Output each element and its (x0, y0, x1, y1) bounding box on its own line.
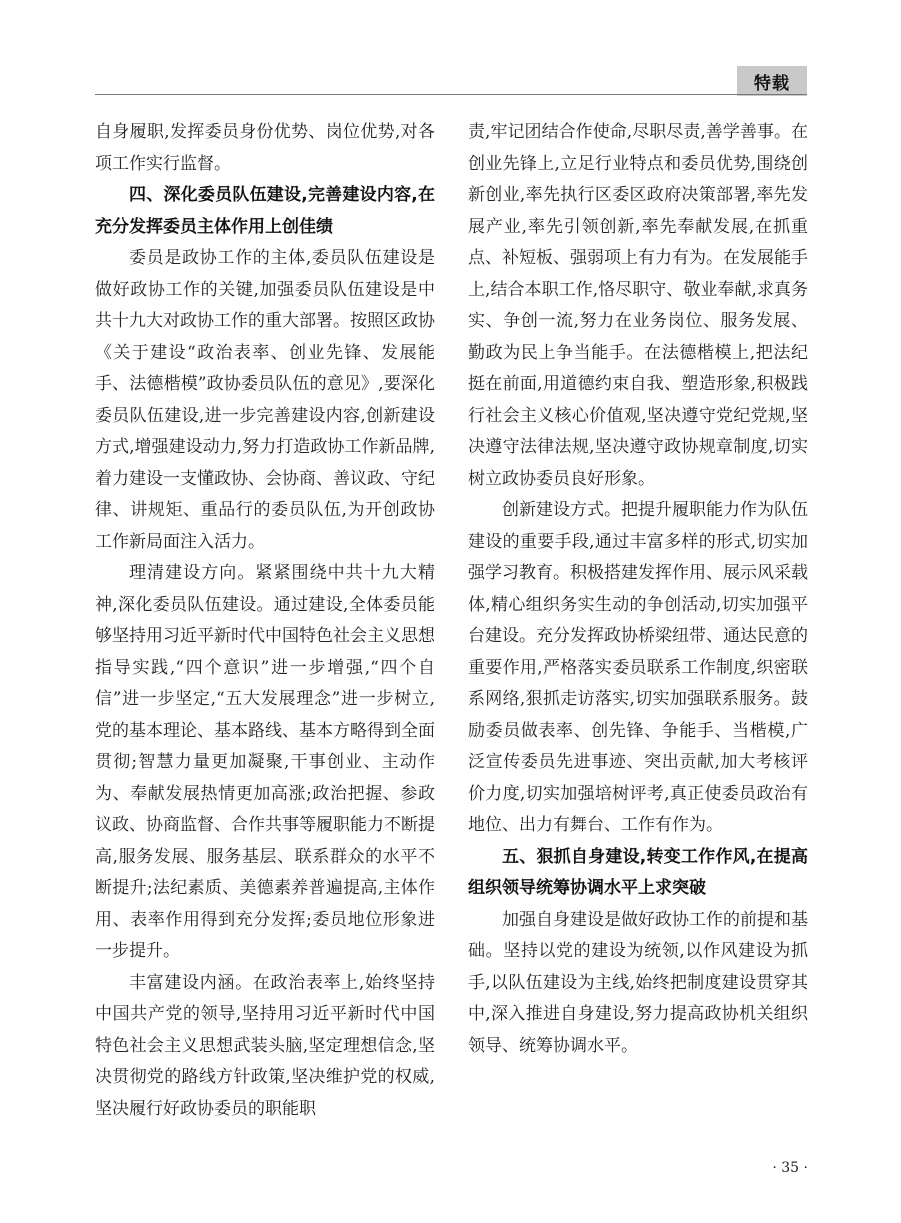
section-tag: 特载 (737, 66, 807, 96)
section-heading-four: 四、深化委员队伍建设,完善建设内容,在充分发挥委员主体作用上创佳绩 (95, 185, 435, 237)
paragraph: 理清建设方向。紧紧围绕中共十九大精神,深化委员队伍建设。通过建设,全体委员能够坚持用习近平新时代中国特色社会主义思想指导实践,“四个意识”进一步增强,“四个自信”进一步坚定,“五大发展理念”进一步树立,党的基本理论、基本路线、基本方略得到全面贯彻;智慧力量更加凝聚,干事创业、主动作为、奉献发展热情更加高涨;政治把握、参政议政、协商监督、合作共事等履职能力不断提高,服务发展、服务基层、联系群众的水平不断提升;法纪素质、美德素养普遍提高,主体作用、表率作用得到充分发挥;委员地位形象进一步提升。 (95, 563, 435, 961)
header-rule (95, 94, 807, 95)
paragraph: 丰富建设内涵。在政治表率上,始终坚持中国共产党的领导,坚持用习近平新时代中国特色社会主义思想武装头脑,坚定理想信念,坚决贯彻党的路线方针政策,坚决维护党的权威,坚决履行好政协委员的职能职 (95, 972, 435, 1119)
paragraph-continuation: 自身履职,发挥委员身份优势、岗位优势,对各项工作实行监督。 (95, 122, 435, 174)
paragraph: 加强自身建设是做好政协工作的前提和基础。坚持以党的建设为统领,以作风建设为抓手,以队伍建设为主线,始终把制度建设贯穿其中,深入推进自身建设,努力提高政协机关组织领导、统筹协调水平。 (468, 909, 808, 1056)
right-column (468, 117, 808, 1062)
left-column (95, 117, 435, 1125)
paragraph-continuation: 责,牢记团结合作使命,尽职尽责,善学善事。在创业先锋上,立足行业特点和委员优势,围绕创新创业,率先执行区委区政府决策部署,率先发展产业,率先引领创新,率先奉献发展,在抓重点、补短板、强弱项上有力有为。在发展能手上,结合本职工作,恪尽职守、敬业奉献,求真务实、争创一流,努力在业务岗位、服务发展、勤政为民上争当能手。在法德楷模上,把法纪挺在前面,用道德约束自我、塑造形象,积极践行社会主义核心价值观,坚决遵守党纪党规,坚决遵守法律法规,坚决遵守政协规章制度,切实树立政协委员良好形象。 (468, 122, 808, 489)
paragraph: 创新建设方式。把提升履职能力作为队伍建设的重要手段,通过丰富多样的形式,切实加强学习教育。积极搭建发挥作用、展示风采载体,精心组织务实生动的争创活动,切实加强平台建设。充分发挥政协桥梁纽带、通达民意的重要作用,严格落实委员联系工作制度,织密联系网络,狠抓走访落实,切实加强联系服务。鼓励委员做表率、创先锋、争能手、当楷模,广泛宣传委员先进事迹、突出贡献,加大考核评价力度,切实加强培树评考,真正使委员政治有地位、出力有舞台、工作有作为。 (468, 500, 808, 835)
page-number: · 35 · (772, 1160, 808, 1176)
paragraph: 委员是政协工作的主体,委员队伍建设是做好政协工作的关键,加强委员队伍建设是中共十九大对政协工作的重大部署。按照区政协《关于建设“政治表率、创业先锋、发展能手、法德楷模”政协委员队伍的意见》,要深化委员队伍建设,进一步完善建设内容,创新建设方式,增强建设动力,努力打造政协工作新品牌,着力建设一支懂政协、会协商、善议政、守纪律、讲规矩、重品行的委员队伍,为开创政协工作新局面注入活力。 (95, 248, 435, 552)
section-heading-five: 五、狠抓自身建设,转变工作作风,在提高组织领导统筹协调水平上求突破 (468, 846, 808, 898)
